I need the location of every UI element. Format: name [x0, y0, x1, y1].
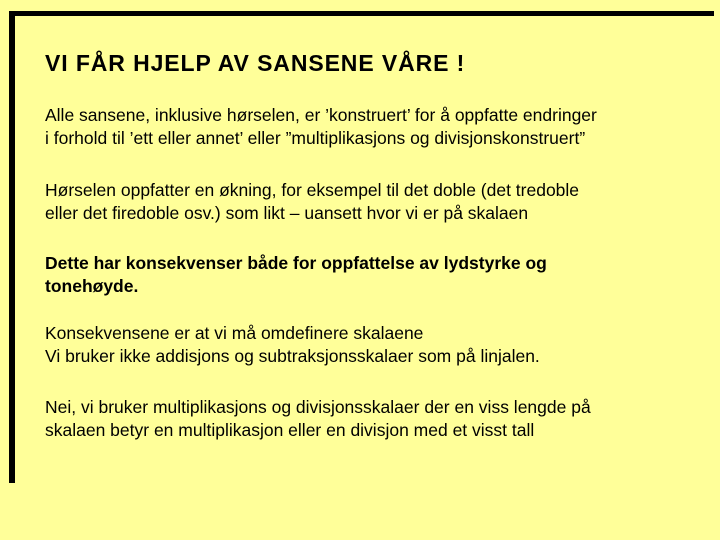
- paragraph-line: Alle sansene, inklusive hørselen, er ’konstruert’ for å oppfatte endringer: [45, 105, 597, 125]
- paragraph-line: Vi bruker ikke addisjons og subtraksjonsskalaer som på linjalen.: [45, 346, 540, 366]
- paragraph-hearing-doubling: [45, 179, 705, 225]
- paragraph-multiplicative-scales: [45, 396, 705, 442]
- paragraph-consequences-bold: [45, 252, 705, 298]
- paragraph-line: Dette har konsekvenser både for oppfattelse av lydstyrke og: [45, 253, 547, 273]
- paragraph-line: Hørselen oppfatter en økning, for eksempel til det doble (det tredoble: [45, 180, 580, 200]
- paragraph-line: eller det firedoble osv.) som likt – uansett hvor vi er på skalaen: [45, 203, 529, 223]
- paragraph-line: i forhold til ’ett eller annet’ eller ”multiplikasjons og divisjonskonstruert”: [45, 128, 586, 148]
- paragraph-senses-constructed: [45, 104, 705, 150]
- paragraph-line: tonehøyde.: [45, 276, 139, 296]
- top-rule: [9, 11, 714, 16]
- paragraph-redefine-scales: [45, 322, 705, 368]
- paragraph-line: Konsekvensene er at vi må omdefinere skalaene: [45, 323, 424, 343]
- paragraph-line: skalaen betyr en multiplikasjon eller en divisjon med et visst tall: [45, 420, 535, 440]
- left-rule: [9, 11, 15, 483]
- paragraph-line: Nei, vi bruker multiplikasjons og divisjonsskalaer der en viss lengde på: [45, 397, 591, 417]
- slide-title: VI FÅR HJELP AV SANSENE VÅRE !: [45, 50, 466, 76]
